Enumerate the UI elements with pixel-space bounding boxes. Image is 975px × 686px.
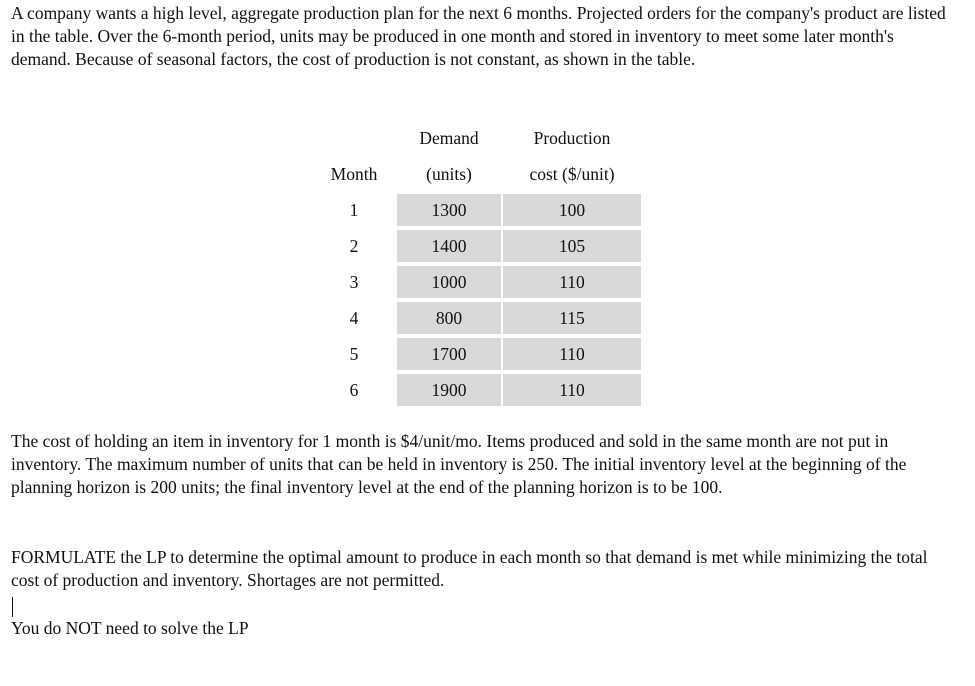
cost-cell: 105 [503, 230, 641, 262]
cost-cell: 100 [503, 194, 641, 226]
month-cell: 1 [349, 199, 359, 220]
header-cost-per-unit: cost ($/unit) [529, 163, 615, 184]
cost-cell: 115 [503, 302, 641, 334]
table-header-row-2 [313, 158, 641, 190]
table-row [313, 194, 641, 226]
cost-cell: 110 [503, 266, 641, 298]
table-row [313, 338, 641, 370]
month-cell: 5 [349, 343, 359, 364]
header-month-blank [313, 122, 395, 154]
header-demand: Demand [419, 127, 479, 148]
demand-cost-table [311, 118, 643, 410]
formulate-paragraph: FORMULATE the LP to determine the optimal amount to produce in each month so that demand is met while minimizing the total cost of production and inventory. Shortages are not permitted. [11, 547, 928, 590]
demand-cell: 800 [397, 302, 501, 334]
demand-cell: 1400 [397, 230, 501, 262]
cost-cell: 110 [503, 374, 641, 406]
table-row [313, 230, 641, 262]
cost-cell: 110 [503, 338, 641, 370]
holding-cost-paragraph: The cost of holding an item in inventory for 1 month is $4/unit/mo. Items produced and sold in the same month are not put in inventory. The maximum number of units that can be held in inventory is 250. The initial inventory level at the beginning of the planning horizon is 200 units; the final inventory level at the end of the planning horizon is to be 100. [11, 431, 907, 497]
intro-paragraph: A company wants a high level, aggregate production plan for the next 6 months. Projected orders for the company's product are listed in the table. Over the 6-month period, units may be produced in one month and stored in inventory to meet some later month's demand. Because of seasonal factors, the cost of production is not constant, as shown in the table. [11, 3, 946, 69]
table-header-row-1 [313, 122, 641, 154]
demand-cell: 1300 [397, 194, 501, 226]
demand-cell: 1900 [397, 374, 501, 406]
table-row [313, 266, 641, 298]
month-cell: 4 [349, 307, 359, 328]
table-row [313, 374, 641, 406]
demand-cell: 1700 [397, 338, 501, 370]
header-units: (units) [426, 163, 472, 184]
month-cell: 6 [349, 379, 359, 400]
text-cursor[interactable] [12, 597, 13, 617]
demand-cell: 1000 [397, 266, 501, 298]
header-production: Production [533, 127, 611, 148]
month-cell: 2 [349, 235, 359, 256]
header-month: Month [330, 163, 378, 184]
month-cell: 3 [349, 271, 359, 292]
note-paragraph: You do NOT need to solve the LP [11, 618, 249, 638]
table-row [313, 302, 641, 334]
